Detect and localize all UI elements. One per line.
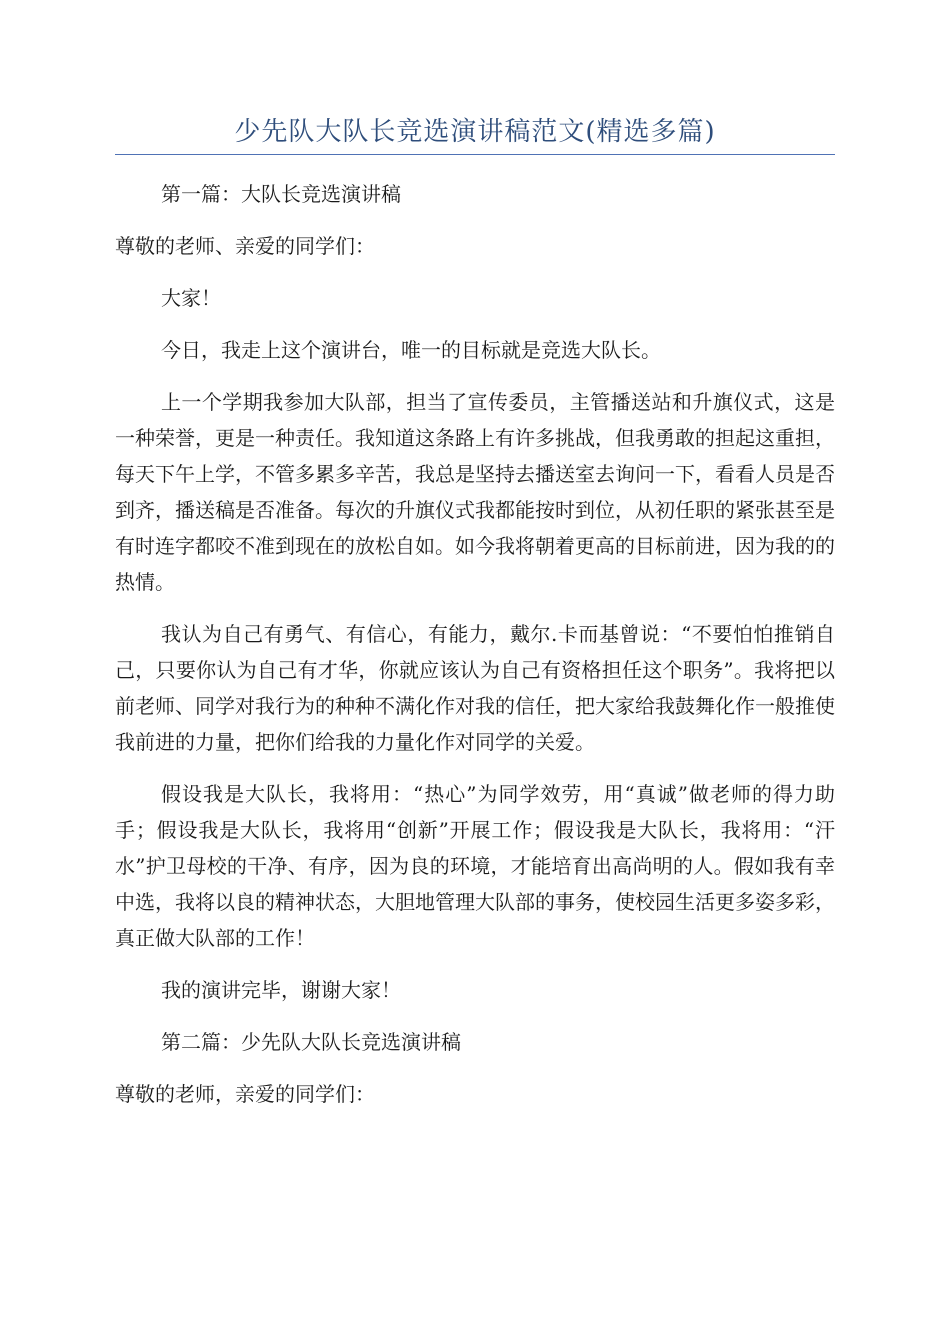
paragraph: 大家！ [161, 286, 221, 310]
paragraph: 假设我是大队长，我将用：“热心”为同学效劳，用“真诚”做老师的得力助手；假设我是大队长，我将用“创新”开展工作；假设我是大队长，我将用：“汗水”护卫母校的干净、有序，因为良的环境，才能培育出高尚明的人。假如我有幸中选，我将以良的精神状态，大胆地管理大队部的事务，使校园生活更多姿多彩，真正做大队部的工作！ [115, 782, 835, 950]
paragraph: 尊敬的老师、亲爱的同学们： [115, 234, 375, 258]
paragraph: 今日，我走上这个演讲台，唯一的目标就是竞选大队长。 [161, 338, 661, 362]
document-body [115, 176, 835, 1128]
title-underline [115, 154, 835, 155]
paragraph: 第二篇：少先队大队长竞选演讲稿 [161, 1030, 461, 1054]
paragraph: 尊敬的老师，亲爱的同学们： [115, 1082, 375, 1106]
paragraph: 上一个学期我参加大队部，担当了宣传委员，主管播送站和升旗仪式，这是一种荣誉，更是一种责任。我知道这条路上有许多挑战，但我勇敢的担起这重担，每天下午上学，不管多累多辛苦，我总是坚持去播送室去询问一下，看看人员是否到齐，播送稿是否准备。每次的升旗仪式我都能按时到位，从初任职的紧张甚至是有时连字都咬不准到现在的放松自如。如今我将朝着更高的目标前进，因为我的的热情。 [115, 390, 835, 594]
paragraph: 我的演讲完毕，谢谢大家！ [161, 978, 401, 1002]
paragraph: 我认为自己有勇气、有信心，有能力，戴尔.卡而基曾说：“不要怕怕推销自己，只要你认为自己有才华，你就应该认为自己有资格担任这个职务”。我将把以前老师、同学对我行为的种种不满化作对我的信任，把大家给我鼓舞化作一般推使我前进的力量，把你们给我的力量化作对同学的关爱。 [115, 622, 835, 754]
document-title: 少先队大队长竞选演讲稿范文(精选多篇) [234, 117, 716, 147]
paragraph: 第一篇：大队长竞选演讲稿 [161, 182, 401, 206]
